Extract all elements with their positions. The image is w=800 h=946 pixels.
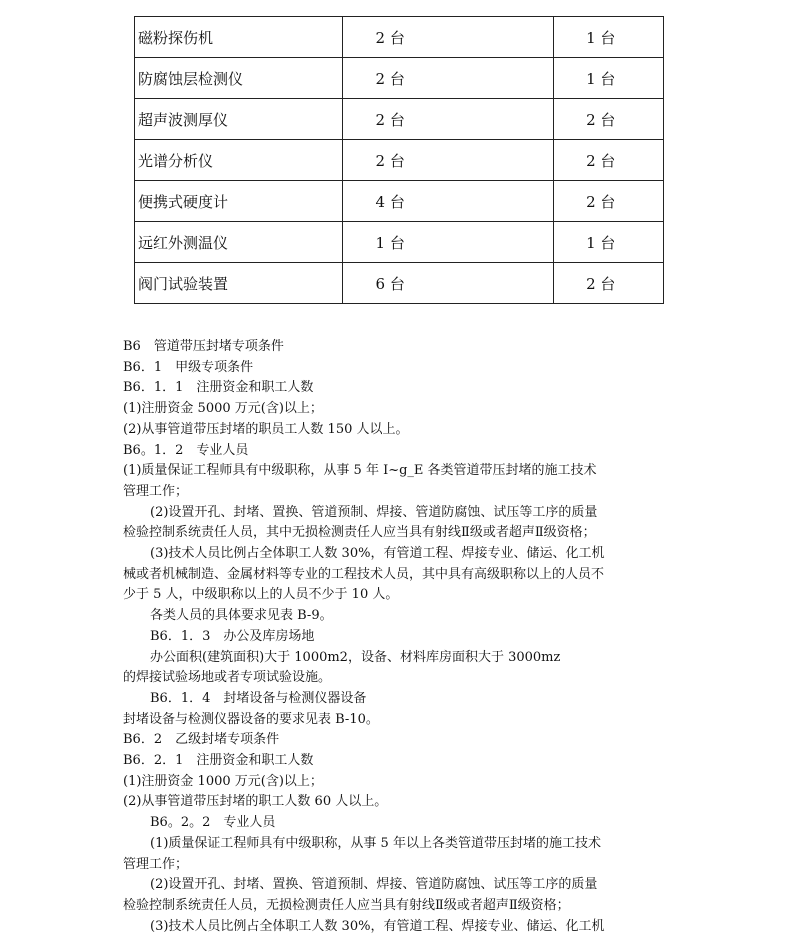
equipment-name: 阀门试验装置 — [135, 263, 343, 304]
text-line: 封堵设备与检测仪器设备的要求见表 B-10。 — [123, 711, 379, 727]
subsection-heading: B6．1 甲级专项条件 — [123, 359, 254, 375]
clause-heading: B6．2．1 注册资金和职工人数 — [123, 753, 314, 769]
table-row — [135, 222, 664, 263]
text-line: (2)设置开孔、封堵、置换、管道预制、焊接、管道防腐蚀、试压等工序的质量 — [150, 877, 598, 893]
table-row — [135, 263, 664, 304]
quantity-a: 2 台 — [342, 58, 554, 99]
text-line: (1)注册资金 5000 万元(含)以上； — [123, 401, 323, 417]
quantity-b: 2 台 — [554, 99, 664, 140]
text-line: (1)质量保证工程师具有中级职称，从事 5 年 I~g_E 各类管道带压封堵的施工技术 — [123, 463, 597, 479]
text-line: 检验控制系统责任人员，其中无损检测责任人应当具有射线Ⅱ级或者超声Ⅱ级资格； — [123, 525, 596, 541]
text-line: 各类人员的具体要求见表 B-9。 — [150, 608, 333, 624]
equipment-name: 光谱分析仪 — [135, 140, 343, 181]
clause-heading: B6．1．1 注册资金和职工人数 — [123, 380, 314, 396]
quantity-a: 1 台 — [342, 222, 554, 263]
section-heading: B6 管道带压封堵专项条件 — [123, 339, 284, 354]
table-row — [135, 17, 664, 58]
quantity-a: 2 台 — [342, 140, 554, 181]
text-line: 办公面积(建筑面积)大于 1000m2，设备、材料库房面积大于 3000mz — [150, 649, 561, 665]
text-line: (2)从事管道带压封堵的职工人数 60 人以上。 — [123, 794, 388, 810]
equipment-table — [134, 16, 664, 304]
text-line: (2)设置开孔、封堵、置换、管道预制、焊接、管道防腐蚀、试压等工序的质量 — [150, 504, 598, 520]
clause-heading: B6．1．3 办公及库房场地 — [150, 628, 315, 644]
text-line: 检验控制系统责任人员，无损检测责任人应当具有射线Ⅱ级或者超声Ⅱ级资格； — [123, 897, 570, 913]
table-row — [135, 140, 664, 181]
text-line: 械或者机械制造、金属材料等专业的工程技术人员，其中具有高级职称以上的人员不 — [123, 566, 605, 582]
table-row — [135, 99, 664, 140]
clause-heading: B6。1．2 专业人员 — [123, 442, 249, 458]
quantity-a: 2 台 — [342, 99, 554, 140]
subsection-heading: B6．2 乙级封堵专项条件 — [123, 732, 280, 748]
text-line: 管理工作； — [123, 483, 189, 499]
text-line: (3)技术人员比例占全体职工人数 30%，有管道工程、焊接专业、储运、化工机 — [150, 546, 605, 562]
quantity-b: 1 台 — [554, 222, 664, 263]
equipment-name: 便携式硬度计 — [135, 181, 343, 222]
body-text — [123, 337, 653, 937]
table-row — [135, 181, 664, 222]
text-line: (1)注册资金 1000 万元(含)以上； — [123, 773, 323, 789]
text-line: (3)技术人员比例占全体职工人数 30%，有管道工程、焊接专业、储运、化工机 — [150, 918, 605, 934]
text-line: (1)质量保证工程师具有中级职称，从事 5 年以上各类管道带压封堵的施工技术 — [150, 835, 601, 851]
quantity-a: 2 台 — [342, 17, 554, 58]
quantity-b: 1 台 — [554, 17, 664, 58]
clause-heading: B6。2。2 专业人员 — [150, 815, 276, 831]
quantity-a: 4 台 — [342, 181, 554, 222]
quantity-b: 2 台 — [554, 263, 664, 304]
quantity-b: 2 台 — [554, 140, 664, 181]
quantity-b: 2 台 — [554, 181, 664, 222]
quantity-b: 1 台 — [554, 58, 664, 99]
clause-heading: B6．1．4 封堵设备与检测仪器设备 — [150, 690, 367, 706]
quantity-a: 6 台 — [342, 263, 554, 304]
equipment-name: 磁粉探伤机 — [135, 17, 343, 58]
text-line: (2)从事管道带压封堵的职员工人数 150 人以上。 — [123, 421, 409, 437]
equipment-name: 防腐蚀层检测仪 — [135, 58, 343, 99]
text-line: 的焊接试验场地或者专项试验设施。 — [123, 670, 332, 686]
table-row — [135, 58, 664, 99]
equipment-name: 超声波测厚仪 — [135, 99, 343, 140]
equipment-name: 远红外测温仪 — [135, 222, 343, 263]
text-line: 管理工作； — [123, 856, 189, 872]
text-line: 少于 5 人，中级职称以上的人员不少于 10 人。 — [123, 587, 399, 603]
